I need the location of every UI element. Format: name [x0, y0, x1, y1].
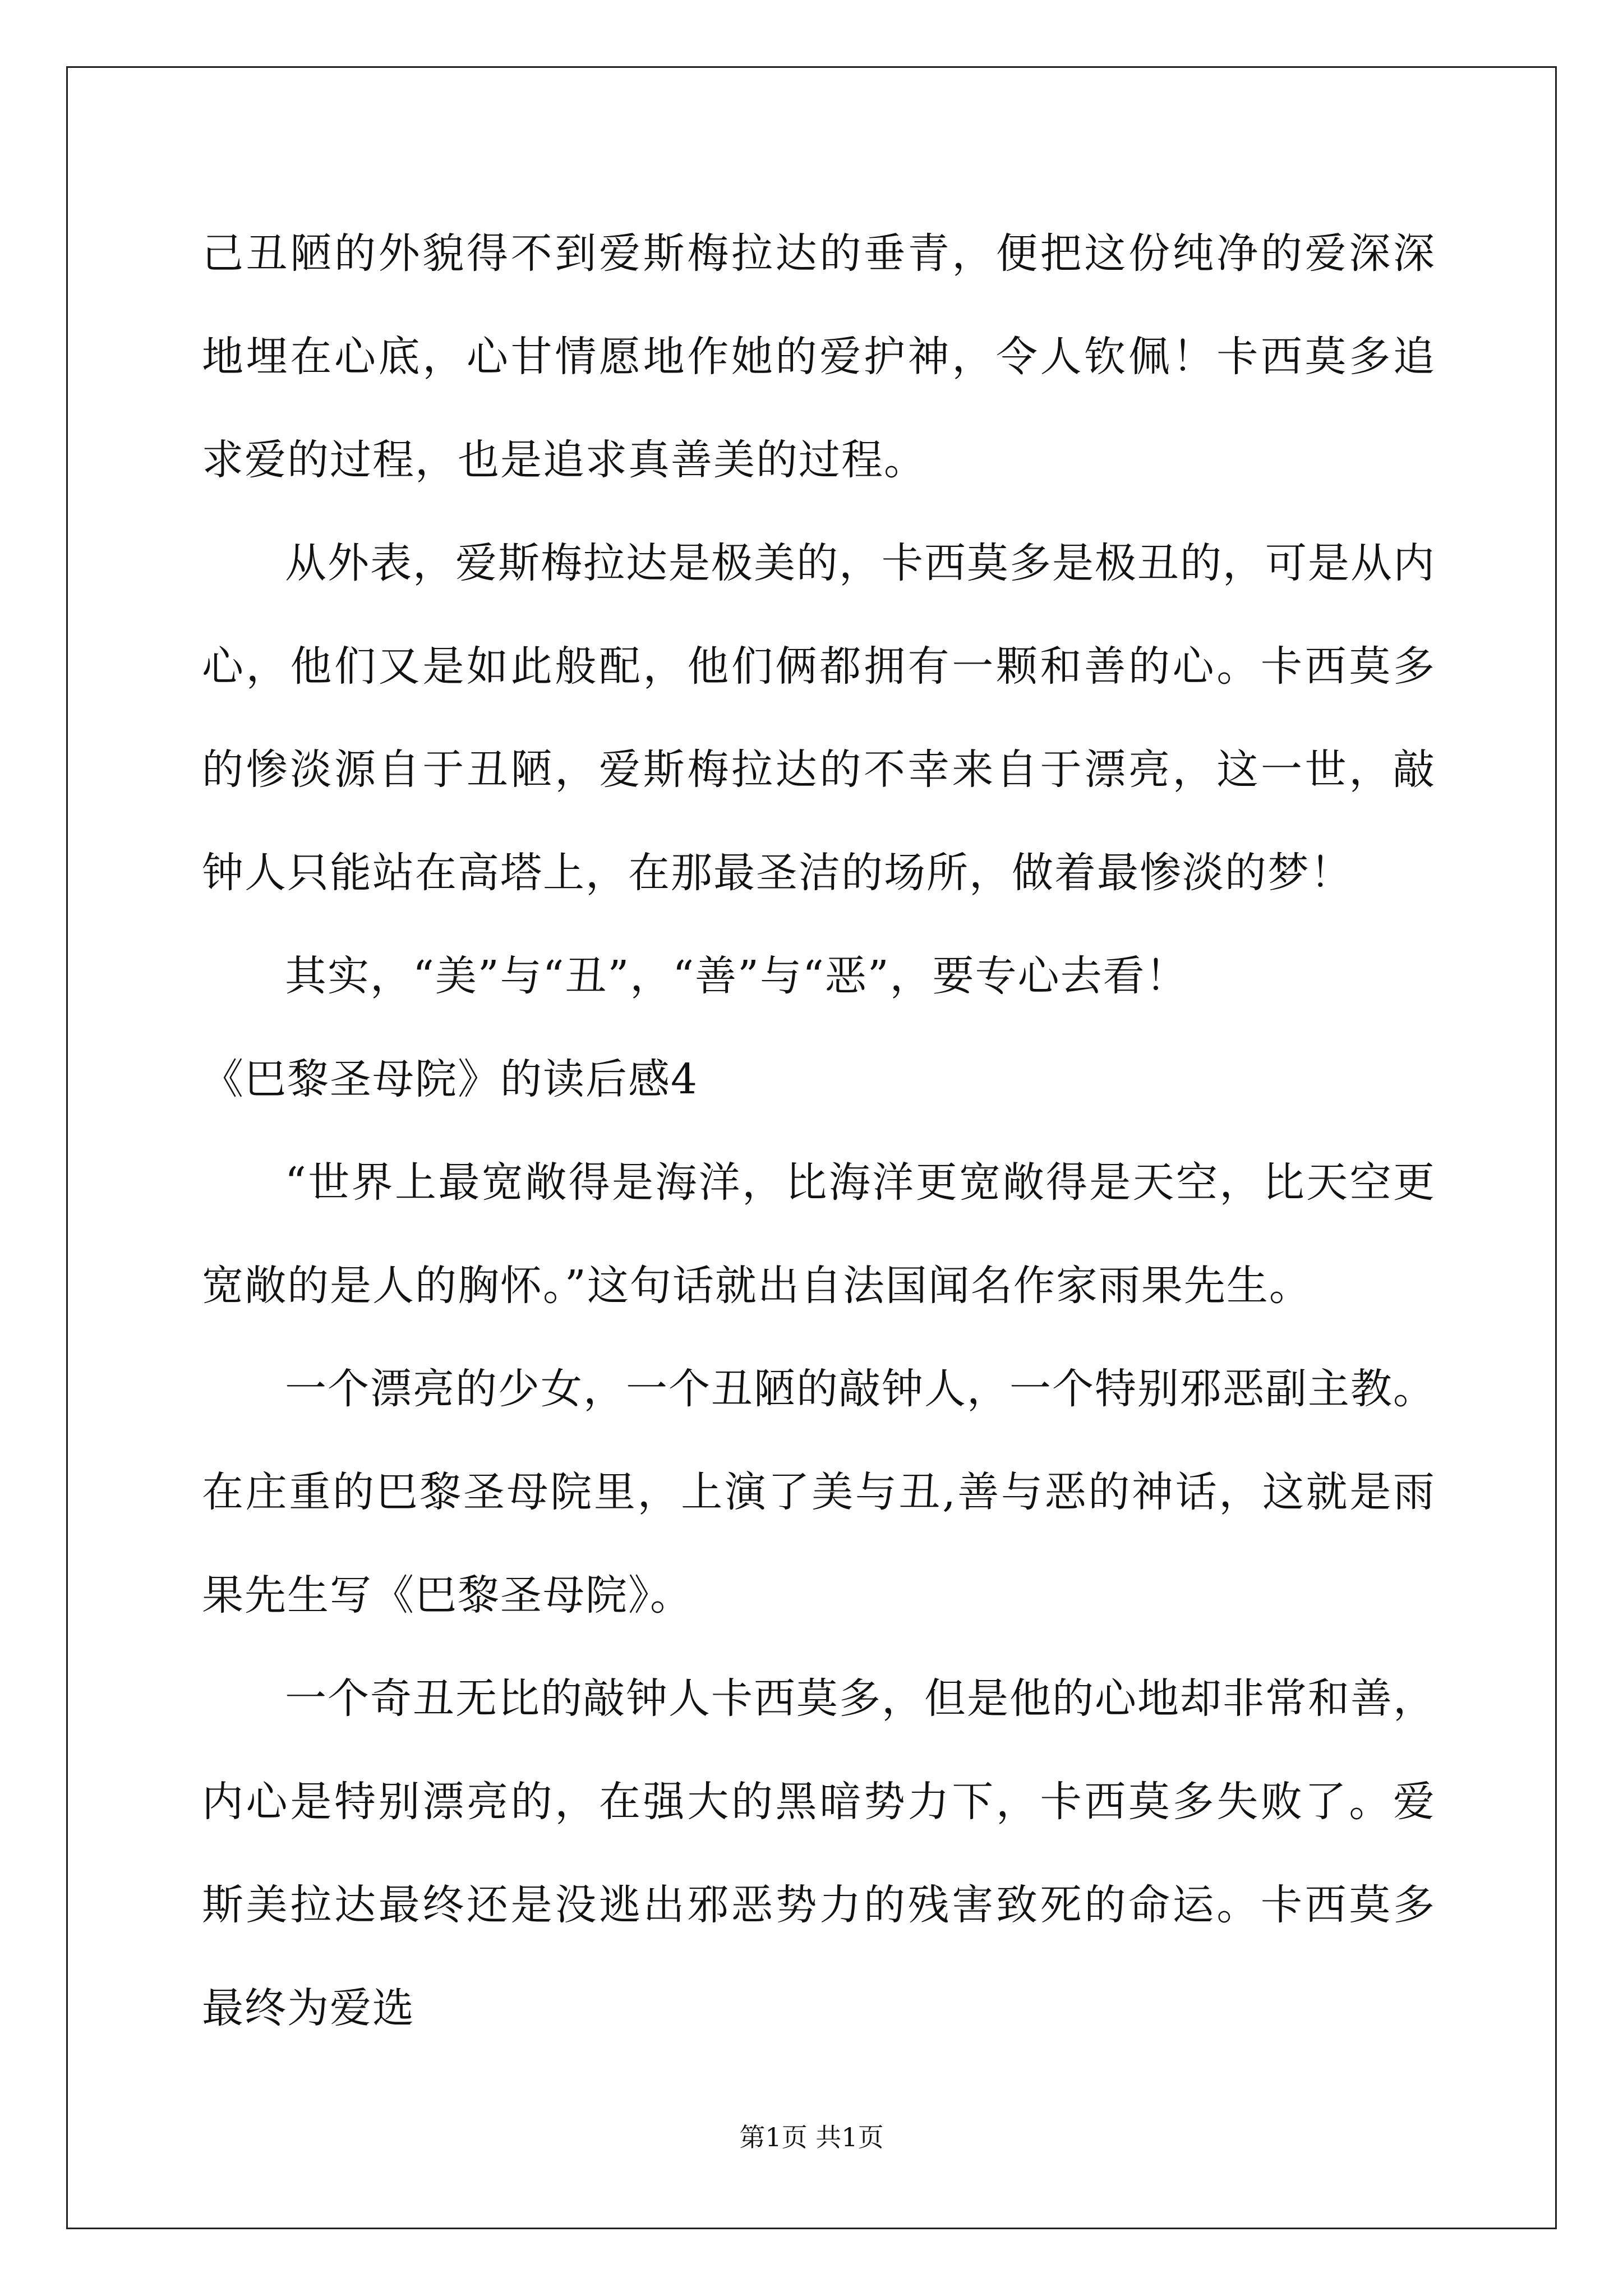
paragraph-conclusion: 其实，“美”与“丑”，“善”与“恶”，要专心去看！ — [285, 952, 1188, 1000]
paragraph-appearance: 从外表，爱斯梅拉达是极美的，卡西莫多是极丑的，可是从内心，他们又是如此般配，他们俩都拥有一颗和善的心。卡西莫多的惨淡源自于丑陋，爱斯梅拉达的不幸来自于漂亮，这一世，敲钟人只能站在高塔上，在那最圣洁的场所，做着最惨淡的梦！ — [202, 539, 1436, 897]
paragraph-characters: 一个漂亮的少女，一个丑陋的敲钟人，一个特别邪恶副主教。在庄重的巴黎圣母院里，上演了美与丑,善与恶的神话，这就是雨果先生写《巴黎圣母院》。 — [202, 1365, 1436, 1619]
section-heading: 《巴黎圣母院》的读后感4 — [202, 1055, 699, 1103]
paragraph-quote: “世界上最宽敞得是海洋，比海洋更宽敞得是天空，比天空更宽敞的是人的胸怀。”这句话就出自法国闻名作家雨果先生。 — [202, 1158, 1436, 1310]
paragraph-continuation: 己丑陋的外貌得不到爱斯梅拉达的垂青，便把这份纯净的爱深深地埋在心底，心甘情愿地作她的爱护神，令人钦佩！卡西莫多追求爱的过程，也是追求真善美的过程。 — [202, 229, 1436, 484]
paragraph-quasimodo: 一个奇丑无比的敲钟人卡西莫多，但是他的心地却非常和善，内心是特别漂亮的，在强大的黑暗势力下，卡西莫多失败了。爱斯美拉达最终还是没逃出邪恶势力的残害致死的命运。卡西莫多最终为爱选 — [202, 1674, 1436, 2032]
document-body — [202, 202, 1436, 2060]
page-footer: 第1页 共1页 — [739, 2122, 884, 2152]
